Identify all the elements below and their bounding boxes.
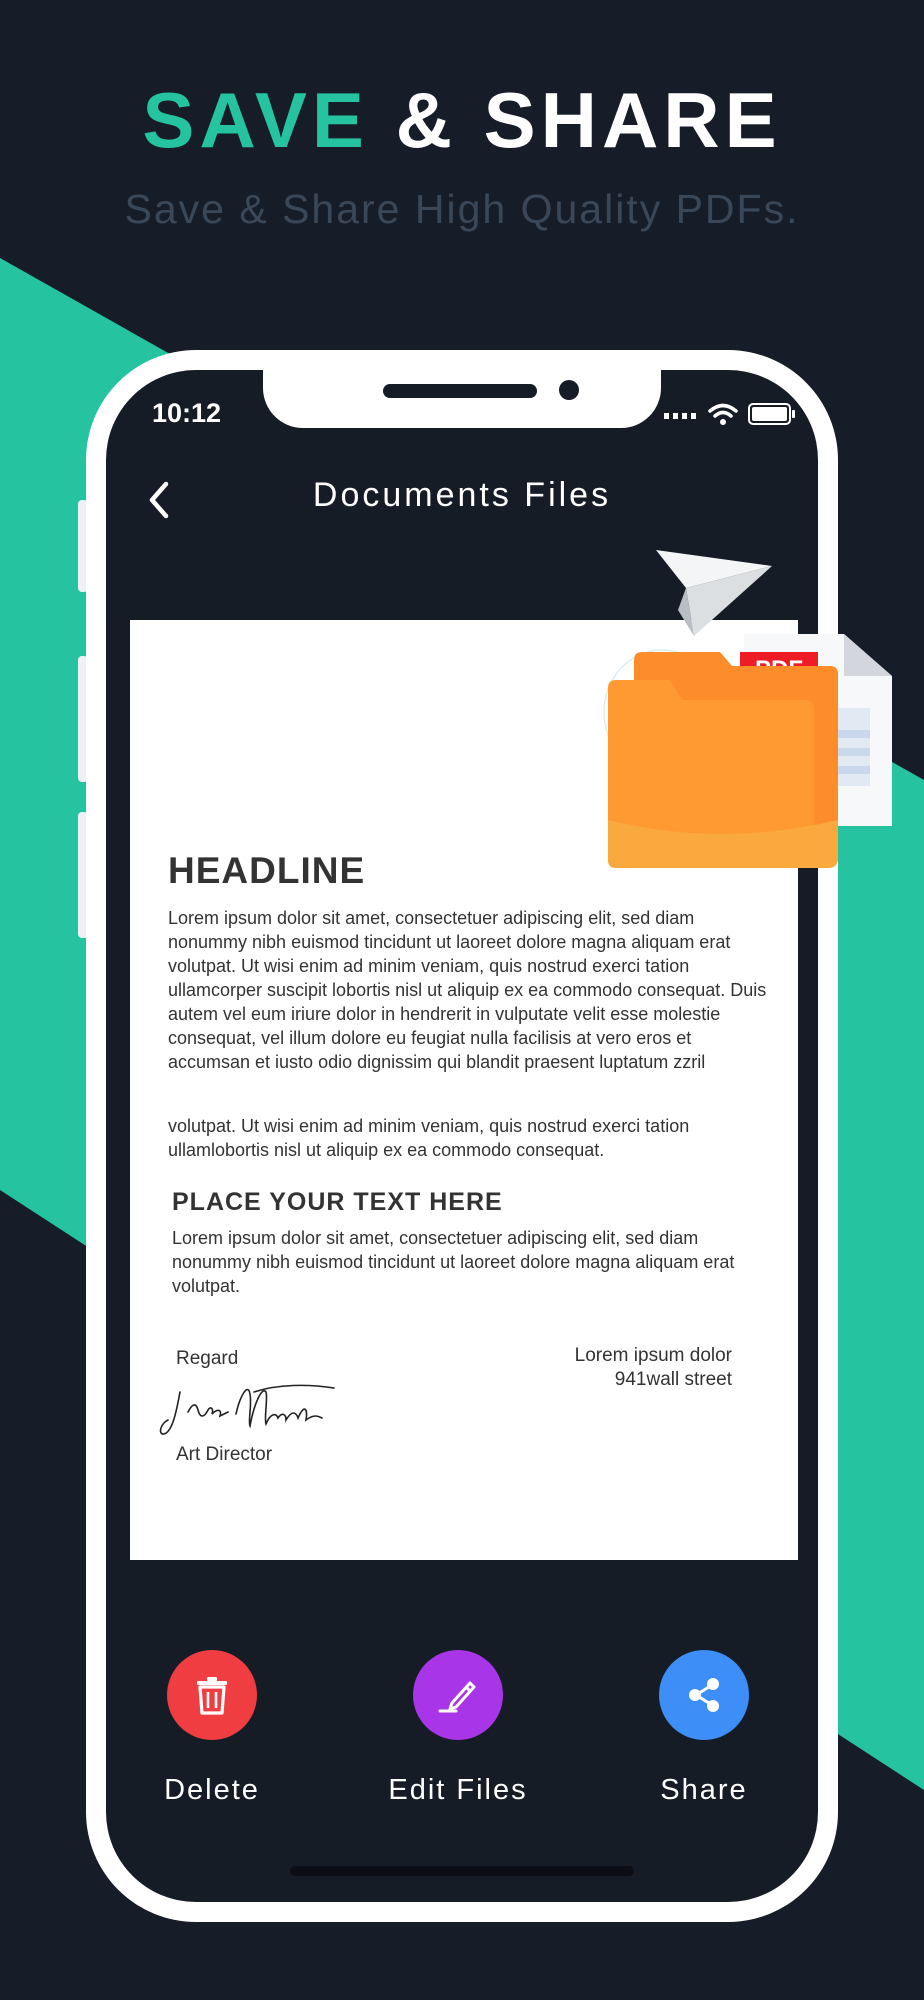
- share-icon: [684, 1675, 724, 1715]
- edit-circle[interactable]: [413, 1650, 503, 1740]
- hero-title: [0, 72, 924, 168]
- paper-plane-icon: [656, 550, 772, 636]
- edit-files-label: Edit Files: [388, 1774, 528, 1806]
- signature-image: [158, 1374, 338, 1444]
- page-title: Documents Files: [312, 476, 612, 514]
- document-address: [575, 1344, 732, 1392]
- document-paragraph: Lorem ipsum dolor sit amet, consectetuer adipiscing elit, sed diam nonummy nibh euismod tincidunt ut laoreet dolore magna aliquam erat volutpat.: [172, 1228, 735, 1296]
- share-button[interactable]: [604, 1650, 804, 1807]
- trash-icon: [194, 1675, 230, 1715]
- hero: [0, 72, 924, 234]
- delete-circle[interactable]: [167, 1650, 257, 1740]
- battery-icon: [748, 403, 796, 425]
- delete-button[interactable]: [112, 1650, 312, 1807]
- document-subheading: PLACE YOUR TEXT HERE: [172, 1188, 503, 1216]
- document-role: Art Director: [176, 1444, 273, 1465]
- delete-label: Delete: [164, 1774, 260, 1806]
- address-line: Lorem ipsum dolor: [574, 1345, 732, 1366]
- folder-icon: [608, 652, 838, 868]
- share-circle[interactable]: [659, 1650, 749, 1740]
- camera: [559, 380, 579, 400]
- hero-title-accent: SAVE: [142, 76, 369, 164]
- signal-icon: [664, 409, 698, 419]
- document-headline: HEADLINE: [168, 850, 366, 891]
- action-bar: [106, 1650, 818, 1806]
- document-paragraph: volutpat. Ut wisi enim ad minim veniam, quis nostrud exerci tation ullamlobortis nisl ut aliquip ex ea commodo consequat.: [168, 1116, 690, 1160]
- wifi-icon: [708, 402, 738, 426]
- speaker: [383, 384, 537, 398]
- status-icons: [664, 402, 796, 426]
- hero-title-rest: & SHARE: [368, 76, 782, 164]
- hero-subtitle: Save & Share High Quality PDFs.: [124, 186, 800, 232]
- document-regard: Regard: [176, 1348, 239, 1369]
- address-line: 941wall street: [614, 1369, 732, 1390]
- edit-files-button[interactable]: [358, 1650, 558, 1807]
- home-indicator: [290, 1866, 634, 1876]
- pencil-icon: [436, 1673, 480, 1717]
- document-paragraph: Lorem ipsum dolor sit amet, consectetuer adipiscing elit, sed diam nonummy nibh euismod tincidunt ut laoreet dolore magna aliquam erat volutpat. Ut wisi enim ad minim veniam, quis nostrud exerci tation ullamcorper suscipit lobortis nisl ut aliquip ex ea commodo consequat. Duis autem vel eum iriure dolor in hendrerit in vulputate velit esse molestie consequat, vel illum dolore eu feugiat nulla facilisis at vero eros et accumsan et iusto odio dignissim qui blandit praesent luptatum zzril: [168, 908, 767, 1072]
- phone-notch: [263, 370, 661, 428]
- share-label: Share: [660, 1774, 748, 1806]
- status-time: 10:12: [152, 398, 222, 428]
- pdf-folder-illustration: [582, 548, 902, 878]
